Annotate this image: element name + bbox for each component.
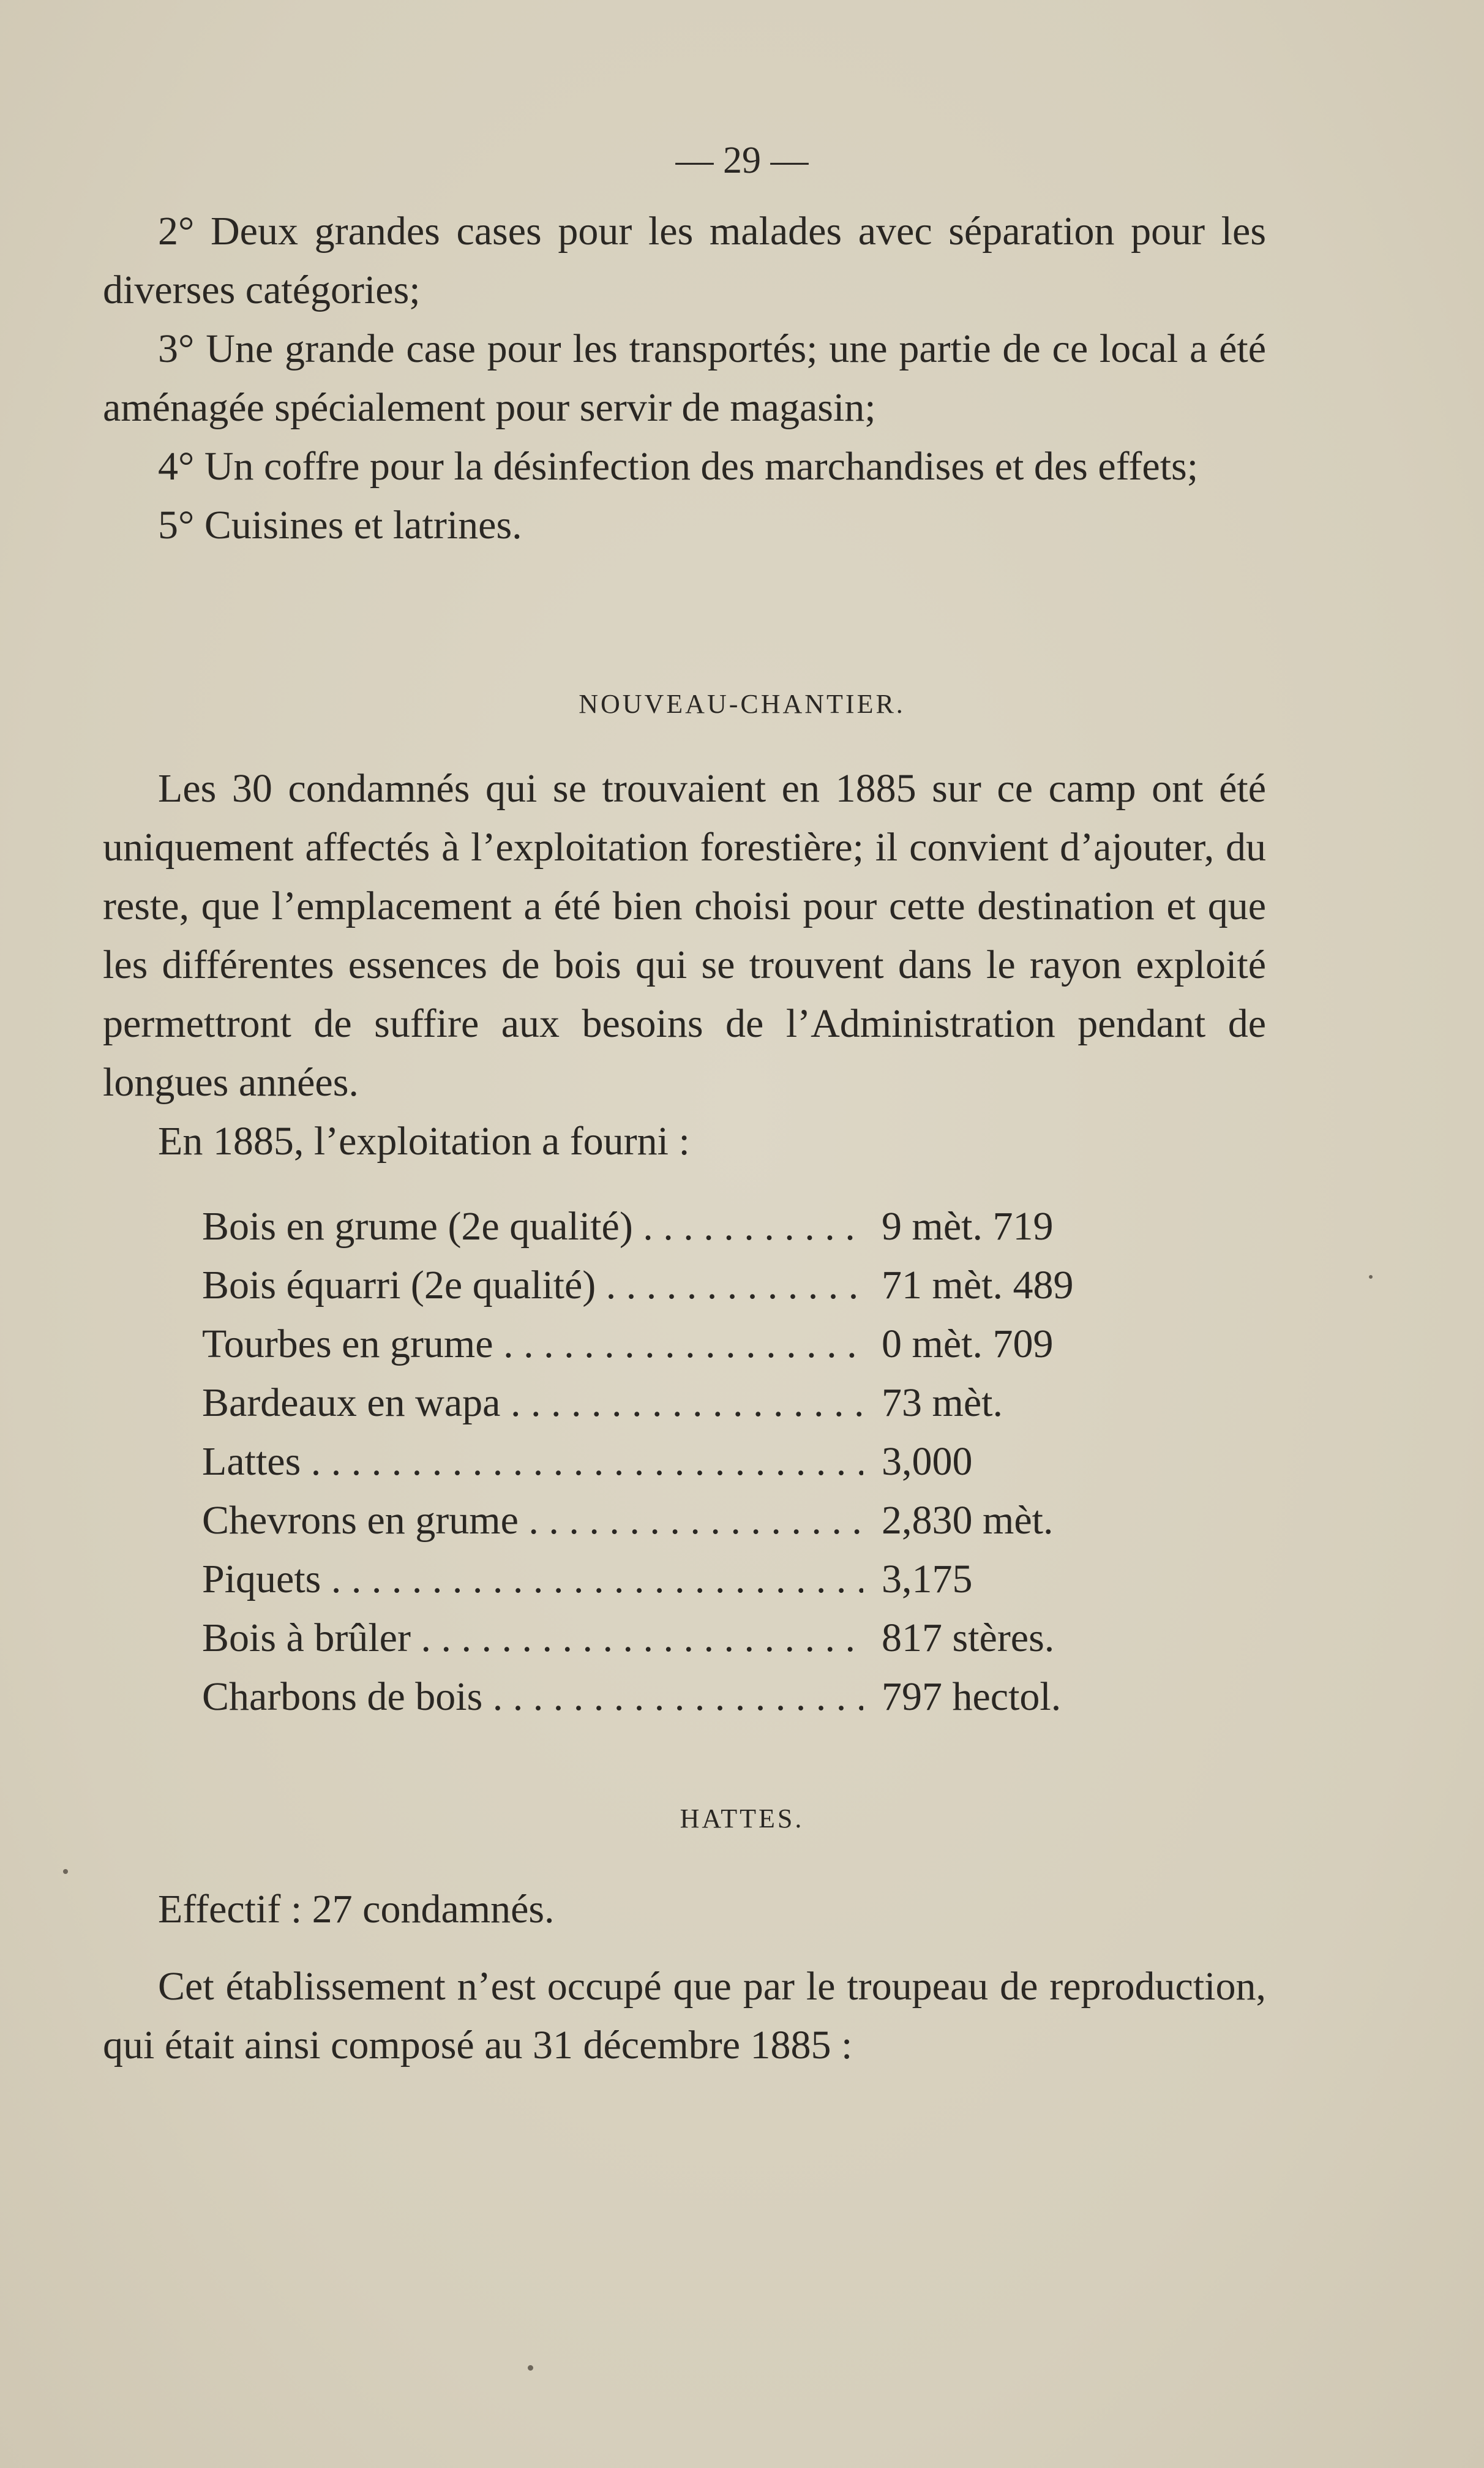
- list-item: 2° Deux grandes cases pour les malades avec séparation pour les diverses catégories;: [103, 209, 1266, 312]
- table-row: [202, 1374, 1212, 1432]
- production-value: 9 mèt. 719: [882, 1204, 1054, 1249]
- production-value: 817 stères.: [882, 1616, 1055, 1660]
- production-value: 797 hectol.: [882, 1674, 1062, 1719]
- section-heading-nouveau-chantier: NOUVEAU-CHANTIER.: [579, 689, 905, 719]
- production-label: Bois en grume (2e qualité) . . .: [202, 1197, 863, 1256]
- table-row: [202, 1491, 1212, 1550]
- table-row: [202, 1315, 1212, 1374]
- table-row: [202, 1432, 1212, 1491]
- production-value: 3,175: [882, 1557, 973, 1601]
- production-label: Piquets . . .: [202, 1550, 863, 1609]
- production-value: 73 mèt.: [882, 1380, 1003, 1425]
- production-value: 2,830 mèt.: [882, 1498, 1054, 1543]
- production-value: 0 mèt. 709: [882, 1322, 1054, 1366]
- table-row: [202, 1256, 1212, 1315]
- production-label: Bois à brûler . . .: [202, 1609, 863, 1668]
- body-paragraph: Cet établissement n’est occupé que par le troupeau de reproduction, qui était ainsi composé au 31 décembre 1885 :: [103, 1964, 1266, 2067]
- list-item: 4° Un coffre pour la désinfection des marchandises et des effets;: [158, 444, 1199, 489]
- table-row: [202, 1668, 1212, 1726]
- infrastructure-list: [103, 202, 1266, 555]
- ink-speck: [63, 1869, 68, 1874]
- production-label: Chevrons en grume . . .: [202, 1491, 863, 1550]
- page-number: — 29 —: [675, 140, 809, 181]
- effectif-line: Effectif : 27 condamnés.: [158, 1887, 555, 1932]
- production-label: Tourbes en grume . . .: [202, 1315, 863, 1374]
- production-table: [202, 1197, 1212, 1726]
- production-value: 71 mèt. 489: [882, 1263, 1074, 1307]
- production-label: Bardeaux en wapa . . .: [202, 1374, 863, 1432]
- production-intro: En 1885, l’exploitation a fourni :: [158, 1119, 690, 1164]
- production-label: Lattes . . .: [202, 1432, 863, 1491]
- table-row: [202, 1609, 1212, 1668]
- ink-speck: [528, 2365, 533, 2371]
- hattes-body: [103, 1880, 1266, 2075]
- ink-speck: [1369, 1275, 1373, 1279]
- production-label: Bois équarri (2e qualité) . . .: [202, 1256, 863, 1315]
- table-row: [202, 1197, 1212, 1256]
- nouveau-chantier-body: [103, 759, 1266, 1171]
- list-item: 3° Une grande case pour les transportés; une partie de ce local a été aménagée spécialement pour servir de magasin;: [103, 326, 1266, 430]
- production-label: Charbons de bois . . .: [202, 1668, 863, 1726]
- list-item: 5° Cuisines et latrines.: [158, 503, 522, 547]
- section-heading-hattes: HATTES.: [680, 1804, 804, 1834]
- production-value: 3,000: [882, 1439, 973, 1484]
- body-paragraph: Les 30 condamnés qui se trouvaient en 1885 sur ce camp ont été uniquement affectés à l’exploitation forestière; il convient d’ajouter, du reste, que l’emplacement a été bien choisi pour cette destination et que les différentes essences de bois qui se trouvent dans le rayon exploité permettront de suffire aux besoins de l’Administration pendant de longues années.: [103, 766, 1266, 1105]
- table-row: [202, 1550, 1212, 1609]
